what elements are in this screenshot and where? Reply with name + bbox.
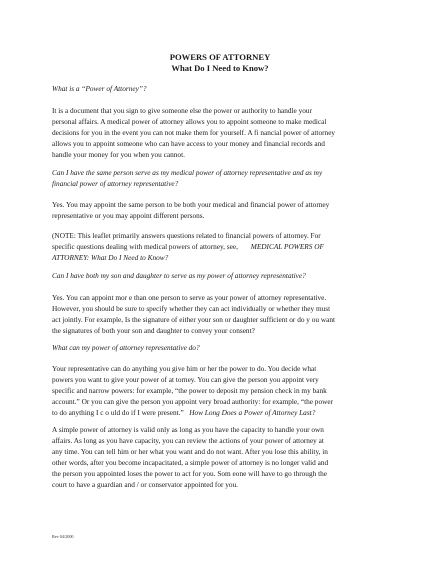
paragraph-definition (52, 105, 392, 160)
question-how-long: How Long Does a Power of Attorney Last? (189, 408, 316, 418)
question-son-daughter (52, 270, 392, 281)
paragraph-line: representative or you may appoint different persons. (52, 211, 205, 221)
paragraph-note (52, 230, 392, 263)
paragraph-line: the signatures of both your son and daughter to convey your consent? (52, 326, 255, 336)
paragraph-line: allows you to appoint someone who can have access to your money and financial records and (52, 139, 325, 149)
question-same-person (52, 167, 392, 189)
paragraph-line: affairs. As long as you have capacity, you can review the actions of your power of attorney at (52, 436, 324, 446)
note-reference-title: ATTORNEY: What Do I Need to Know? (52, 253, 169, 263)
paragraph-text: to do anything I c o uld do if I were present.” (52, 408, 184, 418)
paragraph-line: account.” Or you can give the person you appoint very broad authority: for example, “the power (52, 397, 334, 407)
paragraph-line: act jointly. For example, Is the signature of either your son or daughter sufficient or do y ou want (52, 315, 336, 325)
question-line: Can I have the same person serve as my medical power of attorney representative and as my (52, 168, 323, 177)
paragraph-line: handle your money for you when you cannot. (52, 150, 185, 160)
paragraph-line (52, 241, 392, 252)
paragraph-line: any time. You can tell him or her what you want and do not want. After you lose this ability, in (52, 447, 328, 457)
note-reference: MEDICAL POWERS OF (250, 242, 324, 252)
paragraph-line: the person you appointed loses the power to act for you. Som eone will have to go through the (52, 469, 327, 479)
document-title: POWERS OF ATTORNEY (169, 52, 271, 62)
paragraph-line: personal affairs. A medical power of attorney allows you to appoint someone to make medical (52, 117, 327, 127)
paragraph-line: Yes. You can appoint mor e than one person to serve as your power of attorney representative. (52, 293, 327, 302)
paragraph-line: It is a document that you sign to give someone else the power or authority to handle your (52, 106, 312, 115)
question-representative-powers (52, 342, 392, 353)
paragraph-line: However, you should be sure to specify whether they can act individually or whether they must (52, 304, 331, 314)
paragraph-line: Yes. You may appoint the same person to be both your medical and financial power of attorney (52, 200, 330, 209)
document-subtitle: What Do I Need to Know? (171, 63, 269, 73)
paragraph-line: court to have a guardian and / or conservator appointed for you. (52, 480, 239, 490)
paragraph-line: specific and narrow powers: for example, “the power to deposit my pension check in my bank (52, 386, 327, 396)
paragraph-line: other words, after you become incapacitated, a simple power of attorney is no longer valid and (52, 458, 329, 468)
paragraph-line: decisions for you in the event you can not make them for yourself. A fi nancial power of attorney (52, 128, 336, 138)
paragraph-multiple-representatives (52, 292, 392, 336)
question-line: What can my power of attorney representative do? (52, 343, 200, 352)
paragraph-line: A simple power of attorney is valid only as long as you have the capacity to handle your own (52, 425, 324, 434)
paragraph-line (52, 407, 392, 418)
paragraph-line: powers you want to give your power of at torney. You can give the person you appoint very (52, 375, 319, 385)
revision-date: Rev 04/2000 (52, 534, 74, 539)
paragraph-representative-powers (52, 363, 392, 418)
paragraph-line: Your representative can do anything you give him or her the power to do. You decide what (52, 364, 317, 373)
paragraph-same-person-answer (52, 199, 392, 221)
question-line: What is a “Power of Attorney”? (52, 84, 147, 93)
paragraph-line: (NOTE: This leaflet primarily answers questions related to financial powers of attorney. For (52, 231, 321, 240)
paragraph-duration (52, 424, 392, 491)
question-line: financial power of attorney representative? (52, 179, 179, 189)
question-line: Can I have both my son and daughter to serve as my power of attorney representative? (52, 271, 306, 280)
note-text: specific questions dealing with medical powers of attorney, see, (52, 242, 238, 252)
question-what-is-poa (52, 83, 392, 94)
